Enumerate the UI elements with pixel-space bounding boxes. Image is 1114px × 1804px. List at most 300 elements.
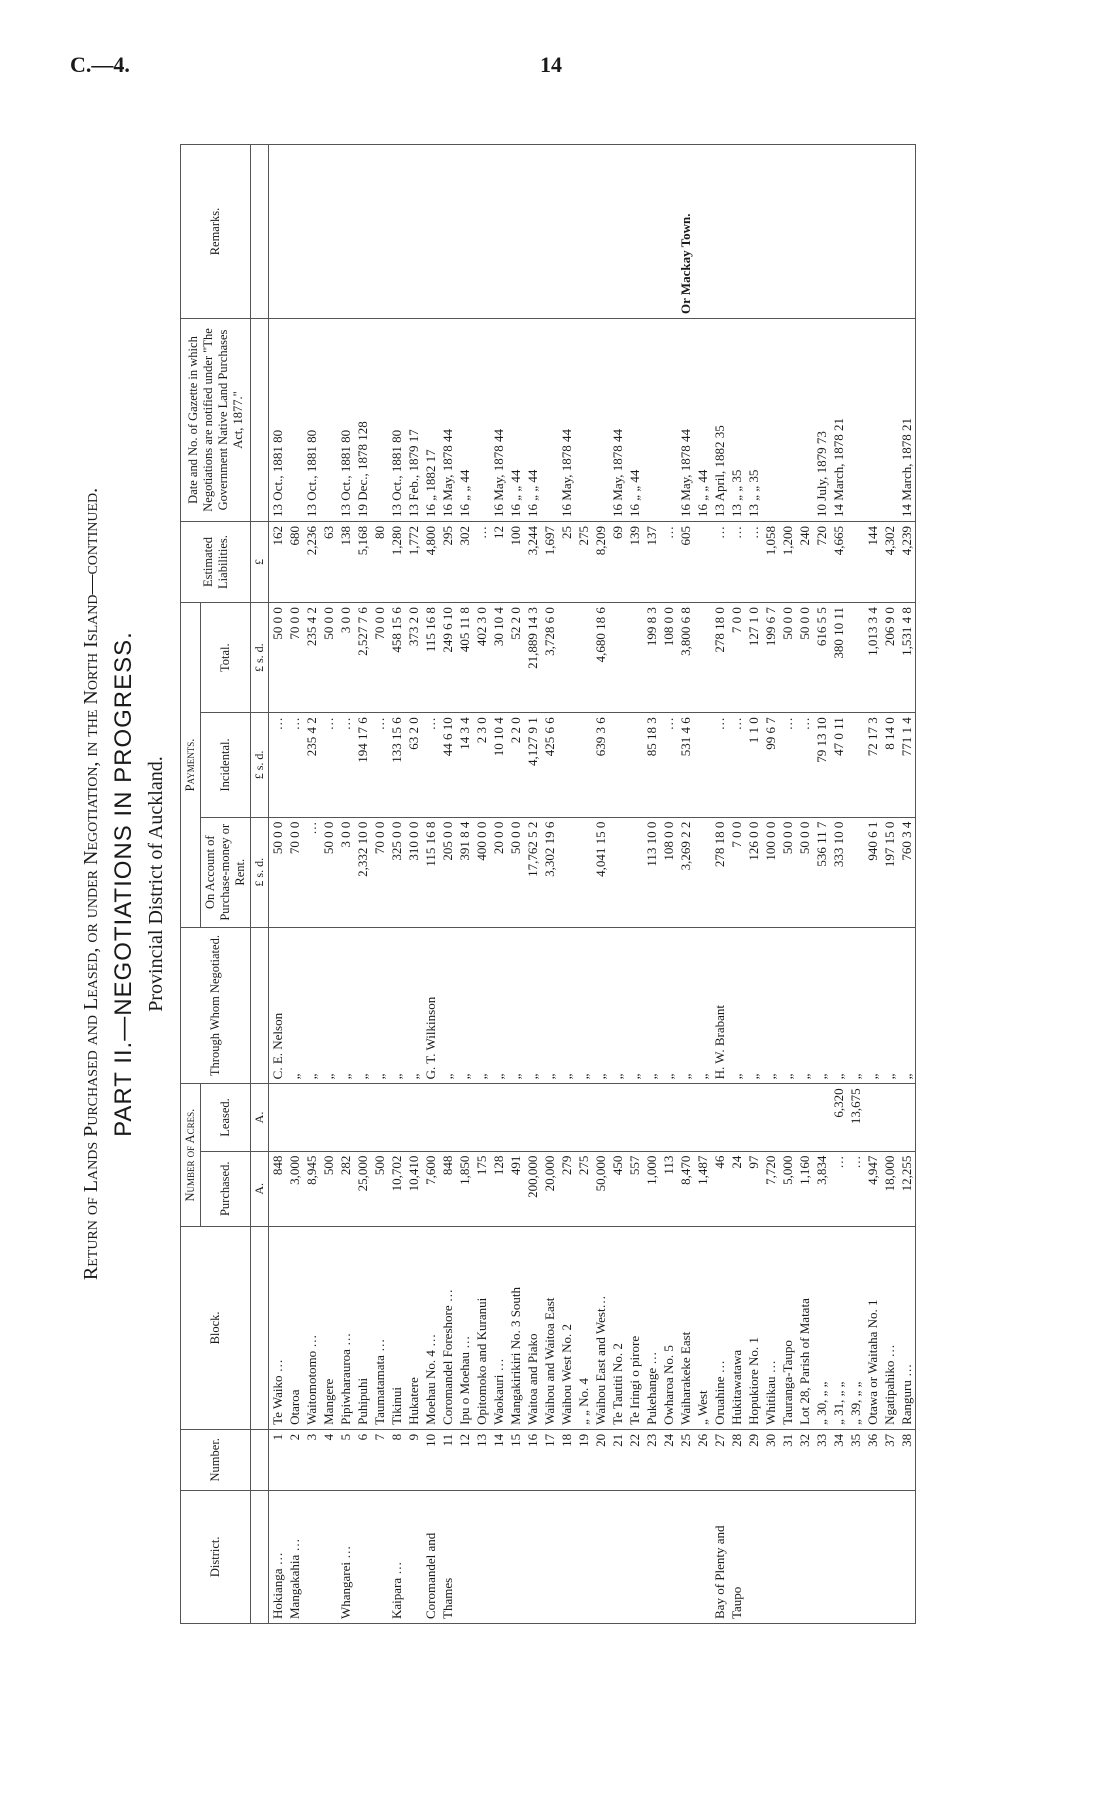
- incidental-cell: 425 6 6: [541, 713, 558, 817]
- leased-acres-cell: [558, 1084, 575, 1151]
- gazette-cell: 13 Oct., 1881 80: [337, 319, 354, 522]
- unit-purchased: A.: [251, 1151, 269, 1226]
- leased-acres-cell: 13,675: [847, 1084, 864, 1151]
- on-account-cell: [558, 817, 575, 927]
- negotiator-cell: „: [660, 927, 677, 1084]
- incidental-cell: …: [779, 713, 796, 817]
- incidental-cell: …: [728, 713, 745, 817]
- on-account-cell: [694, 817, 711, 927]
- remarks-cell: [745, 145, 762, 319]
- district-cell: Bay of Plenty and: [711, 1490, 728, 1623]
- block-cell: Waitomotomo …: [303, 1226, 320, 1429]
- gazette-cell: [779, 319, 796, 522]
- gazette-cell: 10 July, 1879 73: [813, 319, 830, 522]
- on-account-cell: 50 0 0: [320, 817, 337, 927]
- number-cell: 26: [694, 1429, 711, 1490]
- gazette-cell: [320, 319, 337, 522]
- remarks-cell: [320, 145, 337, 319]
- gazette-cell: 13 Feb., 1879 17: [405, 319, 422, 522]
- on-account-cell: 70 0 0: [371, 817, 388, 927]
- number-cell: 4: [320, 1429, 337, 1490]
- negotiator-cell: „: [728, 927, 745, 1084]
- district-cell: Thames: [439, 1490, 456, 1623]
- block-cell: „ 39, „ „: [847, 1226, 864, 1429]
- purchased-acres-cell: …: [830, 1151, 847, 1226]
- purchased-acres-cell: 282: [337, 1151, 354, 1226]
- total-cell: [575, 603, 592, 713]
- negotiator-cell: „: [643, 927, 660, 1084]
- header-through: Through Whom Negotiated.: [181, 927, 251, 1084]
- number-cell: 32: [796, 1429, 813, 1490]
- total-cell: 115 16 8: [422, 603, 439, 713]
- negotiator-cell: „: [847, 927, 864, 1084]
- part-title: PART II.—NEGOTIATIONS IN PROGRESS.: [110, 631, 137, 1137]
- number-cell: 15: [507, 1429, 524, 1490]
- block-cell: „ West: [694, 1226, 711, 1429]
- remarks-cell: [439, 145, 456, 319]
- gazette-cell: 19 Dec., 1878 128: [354, 319, 371, 522]
- block-cell: Hopukiore No. 1: [745, 1226, 762, 1429]
- leased-acres-cell: [796, 1084, 813, 1151]
- purchased-acres-cell: 97: [745, 1151, 762, 1226]
- remarks-cell: [524, 145, 541, 319]
- liabilities-cell: 302: [456, 521, 473, 602]
- incidental-cell: …: [711, 713, 728, 817]
- block-cell: „ 30, „ „: [813, 1226, 830, 1429]
- district-cell: [779, 1490, 796, 1623]
- district-cell: [592, 1490, 609, 1623]
- negotiator-cell: „: [371, 927, 388, 1084]
- negotiator-cell: „: [694, 927, 711, 1084]
- block-cell: Puhipuhi: [354, 1226, 371, 1429]
- on-account-cell: 2,332 10 0: [354, 817, 371, 927]
- remarks-cell: [558, 145, 575, 319]
- table-row: [456, 145, 473, 1624]
- leased-acres-cell: [609, 1084, 626, 1151]
- purchased-acres-cell: 46: [711, 1151, 728, 1226]
- table-row: [881, 145, 898, 1624]
- header-total: Total.: [201, 603, 251, 713]
- purchased-acres-cell: 450: [609, 1151, 626, 1226]
- incidental-cell: 99 6 7: [762, 713, 779, 817]
- liabilities-cell: 680: [286, 521, 303, 602]
- purchased-acres-cell: 25,000: [354, 1151, 371, 1226]
- table-row: [813, 145, 830, 1624]
- district-cell: [643, 1490, 660, 1623]
- gazette-cell: 13 „ „ 35: [745, 319, 762, 522]
- total-cell: 50 0 0: [796, 603, 813, 713]
- remarks-cell: [694, 145, 711, 319]
- gazette-cell: 14 March, 1878 21: [898, 319, 916, 522]
- block-cell: Opitomoko and Kuranui: [473, 1226, 490, 1429]
- on-account-cell: 113 10 0: [643, 817, 660, 927]
- liabilities-cell: 240: [796, 521, 813, 602]
- remarks-cell: [813, 145, 830, 319]
- district-cell: [575, 1490, 592, 1623]
- header-acres: Number of Acres.: [181, 1084, 201, 1227]
- district-title: Provincial District of Auckland.: [145, 756, 167, 1012]
- block-cell: Coromandel Foreshore …: [439, 1226, 456, 1429]
- on-account-cell: 50 0 0: [507, 817, 524, 927]
- purchased-acres-cell: 279: [558, 1151, 575, 1226]
- block-cell: Whitikau …: [762, 1226, 779, 1429]
- district-cell: [609, 1490, 626, 1623]
- on-account-cell: 400 0 0: [473, 817, 490, 927]
- block-cell: Ranguru …: [898, 1226, 916, 1429]
- block-cell: Hukitawatawa: [728, 1226, 745, 1429]
- block-cell: Owharoa No. 5: [660, 1226, 677, 1429]
- leased-acres-cell: 6,320: [830, 1084, 847, 1151]
- header-payments: Payments.: [181, 603, 201, 928]
- incidental-cell: [609, 713, 626, 817]
- total-cell: 278 18 0: [711, 603, 728, 713]
- on-account-cell: 197 15 0: [881, 817, 898, 927]
- table-body: [269, 145, 916, 1624]
- table-row: [524, 145, 541, 1624]
- block-cell: Oruahine …: [711, 1226, 728, 1429]
- incidental-cell: …: [286, 713, 303, 817]
- district-cell: Hokianga …: [269, 1490, 287, 1623]
- gazette-cell: [286, 319, 303, 522]
- purchased-acres-cell: 113: [660, 1151, 677, 1226]
- gazette-cell: [592, 319, 609, 522]
- district-cell: [354, 1490, 371, 1623]
- leased-acres-cell: [422, 1084, 439, 1151]
- header-remarks: Remarks.: [181, 145, 251, 319]
- gazette-cell: 16 „ „ 44: [507, 319, 524, 522]
- number-cell: 33: [813, 1429, 830, 1490]
- negotiator-cell: „: [320, 927, 337, 1084]
- on-account-cell: 205 0 0: [439, 817, 456, 927]
- negotiator-cell: „: [303, 927, 320, 1084]
- gazette-cell: 13 Oct., 1881 80: [269, 319, 287, 522]
- liabilities-cell: 137: [643, 521, 660, 602]
- number-cell: 34: [830, 1429, 847, 1490]
- purchased-acres-cell: 12,255: [898, 1151, 916, 1226]
- liabilities-cell: [694, 521, 711, 602]
- remarks-cell: [830, 145, 847, 319]
- total-cell: 70 0 0: [371, 603, 388, 713]
- total-cell: 50 0 0: [320, 603, 337, 713]
- liabilities-cell: 138: [337, 521, 354, 602]
- negotiator-cell: „: [439, 927, 456, 1084]
- liabilities-cell: 1,280: [388, 521, 405, 602]
- table-row: [643, 145, 660, 1624]
- purchased-acres-cell: 3,834: [813, 1151, 830, 1226]
- purchased-acres-cell: 7,600: [422, 1151, 439, 1226]
- negotiator-cell: „: [507, 927, 524, 1084]
- purchased-acres-cell: 8,945: [303, 1151, 320, 1226]
- leased-acres-cell: [813, 1084, 830, 1151]
- liabilities-cell: 3,244: [524, 521, 541, 602]
- liabilities-cell: …: [745, 521, 762, 602]
- district-cell: [405, 1490, 422, 1623]
- liabilities-cell: 8,209: [592, 521, 609, 602]
- incidental-cell: 85 18 3: [643, 713, 660, 817]
- purchased-acres-cell: 50,000: [592, 1151, 609, 1226]
- on-account-cell: 115 16 8: [422, 817, 439, 927]
- district-cell: [303, 1490, 320, 1623]
- leased-acres-cell: [456, 1084, 473, 1151]
- remarks-cell: [643, 145, 660, 319]
- number-cell: 11: [439, 1429, 456, 1490]
- block-cell: Hukatere: [405, 1226, 422, 1429]
- incidental-cell: 531 4 6: [677, 713, 694, 817]
- on-account-cell: 310 0 0: [405, 817, 422, 927]
- number-cell: 17: [541, 1429, 558, 1490]
- page-number: 14: [540, 52, 562, 77]
- remarks-cell: [779, 145, 796, 319]
- number-cell: 14: [490, 1429, 507, 1490]
- total-cell: 373 2 0: [405, 603, 422, 713]
- block-cell: Otaroa: [286, 1226, 303, 1429]
- incidental-cell: 8 14 0: [881, 713, 898, 817]
- number-cell: 3: [303, 1429, 320, 1490]
- on-account-cell: [847, 817, 864, 927]
- total-cell: 199 8 3: [643, 603, 660, 713]
- number-cell: 36: [864, 1429, 881, 1490]
- negotiator-cell: „: [575, 927, 592, 1084]
- district-cell: [371, 1490, 388, 1623]
- number-cell: 10: [422, 1429, 439, 1490]
- leased-acres-cell: [371, 1084, 388, 1151]
- on-account-cell: 17,762 5 2: [524, 817, 541, 927]
- district-cell: [677, 1490, 694, 1623]
- liabilities-cell: 162: [269, 521, 287, 602]
- incidental-cell: 10 10 4: [490, 713, 507, 817]
- liabilities-cell: 12: [490, 521, 507, 602]
- liabilities-cell: 605: [677, 521, 694, 602]
- document-title: Return of Lands Purchased and Leased, or under Negotiation, in the North Island—continued.: [80, 487, 102, 1281]
- block-cell: Tikinui: [388, 1226, 405, 1429]
- gazette-cell: [371, 319, 388, 522]
- liabilities-cell: 4,302: [881, 521, 898, 602]
- total-cell: [558, 603, 575, 713]
- block-cell: „ „ No. 4: [575, 1226, 592, 1429]
- total-cell: 21,889 14 3: [524, 603, 541, 713]
- remarks-cell: Or Mackay Town.: [677, 145, 694, 319]
- liabilities-cell: 80: [371, 521, 388, 602]
- district-cell: [813, 1490, 830, 1623]
- header-leased: Leased.: [201, 1084, 251, 1151]
- remarks-cell: [609, 145, 626, 319]
- purchased-acres-cell: 5,000: [779, 1151, 796, 1226]
- on-account-cell: 3,302 19 6: [541, 817, 558, 927]
- incidental-cell: …: [337, 713, 354, 817]
- gazette-cell: [847, 319, 864, 522]
- number-cell: 18: [558, 1429, 575, 1490]
- district-cell: [745, 1490, 762, 1623]
- table-row: [371, 145, 388, 1624]
- negotiator-cell: „: [592, 927, 609, 1084]
- remarks-cell: [796, 145, 813, 319]
- remarks-cell: [456, 145, 473, 319]
- header-incidental: Incidental.: [201, 713, 251, 817]
- incidental-cell: 771 1 4: [898, 713, 916, 817]
- table-row: [847, 145, 864, 1624]
- header-gazette: Date and No. of Gazette in which Negotiations are notified under "The Government Native Land Purchases Act, 1877.": [181, 319, 251, 522]
- liabilities-cell: 63: [320, 521, 337, 602]
- table-row: [541, 145, 558, 1624]
- leased-acres-cell: [592, 1084, 609, 1151]
- table-row: [303, 145, 320, 1624]
- purchased-acres-cell: 20,000: [541, 1151, 558, 1226]
- district-cell: Coromandel and: [422, 1490, 439, 1623]
- district-cell: [898, 1490, 916, 1623]
- on-account-cell: 760 3 4: [898, 817, 916, 927]
- block-cell: Otawa or Waitaha No. 1: [864, 1226, 881, 1429]
- district-cell: [796, 1490, 813, 1623]
- incidental-cell: 47 0 11: [830, 713, 847, 817]
- number-cell: 22: [626, 1429, 643, 1490]
- on-account-cell: …: [303, 817, 320, 927]
- leased-acres-cell: [524, 1084, 541, 1151]
- number-cell: 9: [405, 1429, 422, 1490]
- remarks-cell: [269, 145, 287, 319]
- table-row: [388, 145, 405, 1624]
- leased-acres-cell: [677, 1084, 694, 1151]
- liabilities-cell: 275: [575, 521, 592, 602]
- purchased-acres-cell: 4,947: [864, 1151, 881, 1226]
- district-cell: [694, 1490, 711, 1623]
- leased-acres-cell: [439, 1084, 456, 1151]
- block-cell: Te Waiko …: [269, 1226, 287, 1429]
- liabilities-cell: …: [711, 521, 728, 602]
- table-row: [473, 145, 490, 1624]
- block-cell: Waitoa and Piako: [524, 1226, 541, 1429]
- table-row: [592, 145, 609, 1624]
- gazette-cell: [541, 319, 558, 522]
- incidental-cell: …: [371, 713, 388, 817]
- block-cell: Pipiwharauroa …: [337, 1226, 354, 1429]
- gazette-cell: [796, 319, 813, 522]
- gazette-cell: 13 Oct., 1881 80: [303, 319, 320, 522]
- header-block: Block.: [181, 1226, 251, 1429]
- total-cell: [609, 603, 626, 713]
- purchased-acres-cell: 1,160: [796, 1151, 813, 1226]
- district-cell: [881, 1490, 898, 1623]
- on-account-cell: 940 6 1: [864, 817, 881, 927]
- purchased-acres-cell: 128: [490, 1151, 507, 1226]
- remarks-cell: [592, 145, 609, 319]
- gazette-cell: [660, 319, 677, 522]
- purchased-acres-cell: 200,000: [524, 1151, 541, 1226]
- negotiator-cell: „: [473, 927, 490, 1084]
- negotiator-cell: G. T. Wilkinson: [422, 927, 439, 1084]
- remarks-cell: [405, 145, 422, 319]
- number-cell: 31: [779, 1429, 796, 1490]
- negotiator-cell: „: [745, 927, 762, 1084]
- gazette-cell: 13 April, 1882 35: [711, 319, 728, 522]
- district-cell: Whangarei …: [337, 1490, 354, 1623]
- leased-acres-cell: [626, 1084, 643, 1151]
- total-cell: 402 3 0: [473, 603, 490, 713]
- block-cell: Mangakirikiri No. 3 South: [507, 1226, 524, 1429]
- table-row: [439, 145, 456, 1624]
- incidental-cell: 72 17 3: [864, 713, 881, 817]
- header-district: District.: [181, 1490, 251, 1623]
- leased-acres-cell: [575, 1084, 592, 1151]
- leased-acres-cell: [354, 1084, 371, 1151]
- gazette-cell: 13 „ „ 35: [728, 319, 745, 522]
- number-cell: 5: [337, 1429, 354, 1490]
- table-row: [422, 145, 439, 1624]
- total-cell: 3,728 6 0: [541, 603, 558, 713]
- incidental-cell: [575, 713, 592, 817]
- negotiator-cell: „: [609, 927, 626, 1084]
- header-liabilities: Estimated Liabilities.: [181, 521, 251, 602]
- unit-leased: A.: [251, 1084, 269, 1151]
- total-cell: 2,527 7 6: [354, 603, 371, 713]
- remarks-cell: [388, 145, 405, 319]
- number-cell: 20: [592, 1429, 609, 1490]
- number-cell: 12: [456, 1429, 473, 1490]
- leased-acres-cell: [388, 1084, 405, 1151]
- incidental-cell: 133 15 6: [388, 713, 405, 817]
- block-cell: Tauranga-Taupo: [779, 1226, 796, 1429]
- purchased-acres-cell: 24: [728, 1151, 745, 1226]
- purchased-acres-cell: 848: [269, 1151, 287, 1226]
- block-cell: Waihou West No. 2: [558, 1226, 575, 1429]
- number-cell: 16: [524, 1429, 541, 1490]
- incidental-cell: …: [422, 713, 439, 817]
- table-row: [864, 145, 881, 1624]
- remarks-cell: [490, 145, 507, 319]
- remarks-cell: [660, 145, 677, 319]
- incidental-cell: [558, 713, 575, 817]
- gazette-cell: [881, 319, 898, 522]
- purchased-acres-cell: 491: [507, 1151, 524, 1226]
- block-cell: „ 31, „ „: [830, 1226, 847, 1429]
- negotiator-cell: „: [456, 927, 473, 1084]
- negotiator-cell: „: [524, 927, 541, 1084]
- block-cell: Waihou East and West…: [592, 1226, 609, 1429]
- gazette-cell: [473, 319, 490, 522]
- liabilities-cell: 144: [864, 521, 881, 602]
- purchased-acres-cell: 500: [371, 1151, 388, 1226]
- number-cell: 25: [677, 1429, 694, 1490]
- block-cell: Ipu o Moehau …: [456, 1226, 473, 1429]
- incidental-cell: 14 3 4: [456, 713, 473, 817]
- table-row: [507, 145, 524, 1624]
- table-row: [762, 145, 779, 1624]
- district-cell: [830, 1490, 847, 1623]
- block-cell: Moehau No. 4 …: [422, 1226, 439, 1429]
- liabilities-cell: 139: [626, 521, 643, 602]
- table-row: [796, 145, 813, 1624]
- gazette-cell: 16 „ „ 44: [626, 319, 643, 522]
- number-cell: 19: [575, 1429, 592, 1490]
- total-cell: 108 0 0: [660, 603, 677, 713]
- leased-acres-cell: [881, 1084, 898, 1151]
- negotiator-cell: „: [354, 927, 371, 1084]
- number-cell: 37: [881, 1429, 898, 1490]
- negotiator-cell: „: [881, 927, 898, 1084]
- liabilities-cell: 2,236: [303, 521, 320, 602]
- purchased-acres-cell: 848: [439, 1151, 456, 1226]
- block-cell: Lot 28, Parish of Matata: [796, 1226, 813, 1429]
- on-account-cell: 278 18 0: [711, 817, 728, 927]
- district-cell: Mangakahia …: [286, 1490, 303, 1623]
- on-account-cell: 333 10 0: [830, 817, 847, 927]
- block-cell: Taumatamata …: [371, 1226, 388, 1429]
- incidental-cell: [847, 713, 864, 817]
- block-cell: Mangere: [320, 1226, 337, 1429]
- negotiator-cell: „: [490, 927, 507, 1084]
- purchased-acres-cell: 3,000: [286, 1151, 303, 1226]
- header-on-account: On Account of Purchase-money or Rent.: [201, 817, 251, 927]
- district-cell: Taupo: [728, 1490, 745, 1623]
